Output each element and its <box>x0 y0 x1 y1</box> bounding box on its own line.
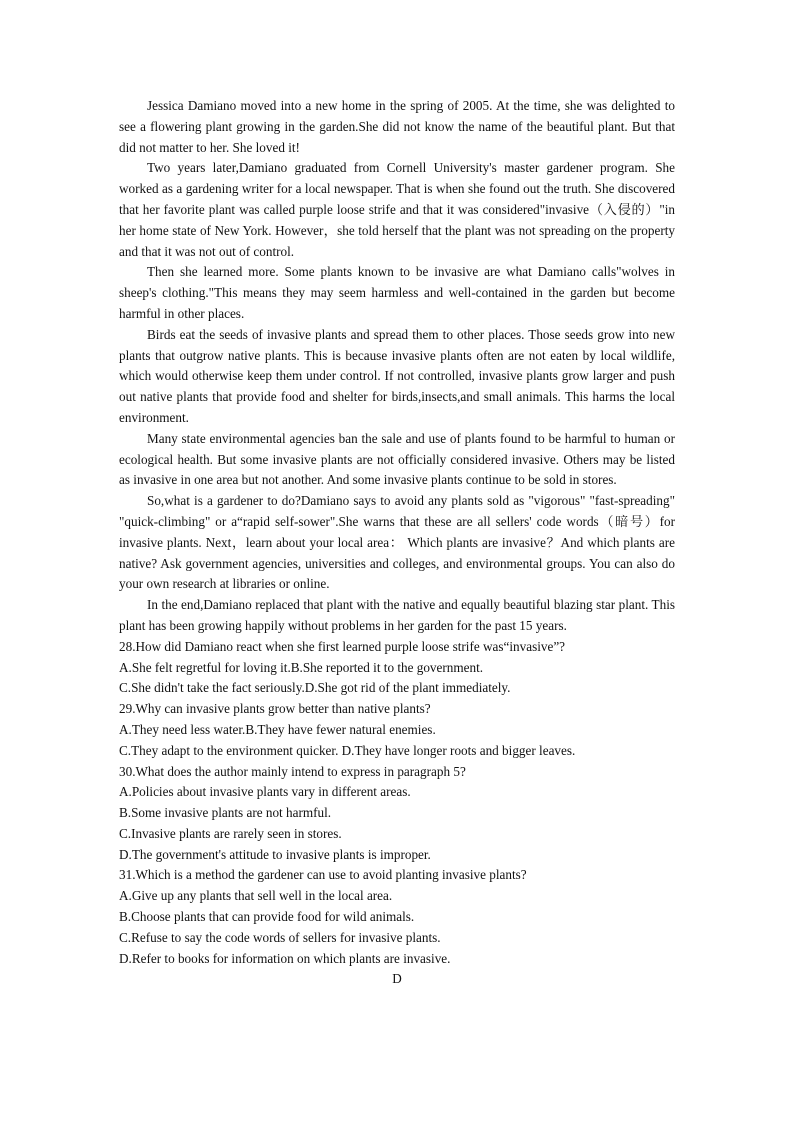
answer-option-line: A.They need less water.B.They have fewer natural enemies. <box>119 721 436 737</box>
question-31 <box>119 865 675 969</box>
passage <box>119 96 675 637</box>
answer-option-c: C.Invasive plants are rarely seen in stores. <box>119 825 342 841</box>
section-heading: D <box>392 971 402 987</box>
passage-paragraph-6: So,what is a gardener to do?Damiano says to avoid any plants sold as "vigorous" "fast-spreading" "quick-climbing" or a“rapid self-sower".She warns that these are all sellers' code words（暗号）for invasive plants. Next，learn about your local area： Which plants are invasive？And which plants are native? Ask government agencies, universities and colleges, and environmental groups. You can also do your own research at libraries or online. <box>119 493 675 592</box>
question-stem: 30.What does the author mainly intend to express in paragraph 5? <box>119 763 466 779</box>
question-28 <box>119 637 675 699</box>
answer-option-a: A.Policies about invasive plants vary in different areas. <box>119 784 411 800</box>
answer-option-d: D.Refer to books for information on which plants are invasive. <box>119 950 451 966</box>
document-page <box>119 96 675 990</box>
passage-paragraph-7: In the end,Damiano replaced that plant with the native and equally beautiful blazing star plant. This plant has been growing happily without problems in her garden for the past 15 years. <box>119 597 675 633</box>
answer-option-line: C.She didn't take the fact seriously.D.She got rid of the plant immediately. <box>119 680 511 696</box>
question-stem: 31.Which is a method the gardener can use to avoid planting invasive plants? <box>119 867 527 883</box>
question-29 <box>119 699 675 761</box>
passage-paragraph-5: Many state environmental agencies ban the sale and use of plants found to be harmful to human or ecological health. But some invasive plants are not officially considered invasive. Others may be listed as invasive in one area but not another. And some invasive plants continue to be sold in stores. <box>119 430 675 488</box>
passage-paragraph-3: Then she learned more. Some plants known to be invasive are what Damiano calls"wolves in sheep's clothing."This means they may seem harmless and well-contained in the garden but become harmful in other places. <box>119 264 675 321</box>
answer-option-line: A.She felt regretful for loving it.B.She reported it to the government. <box>119 659 484 675</box>
answer-option-c: C.Refuse to say the code words of sellers for invasive plants. <box>119 929 441 945</box>
answer-option-b: B.Some invasive plants are not harmful. <box>119 805 332 821</box>
question-stem: 29.Why can invasive plants grow better than native plants? <box>119 701 431 717</box>
answer-option-b: B.Choose plants that can provide food for wild animals. <box>119 909 415 925</box>
passage-paragraph-2: Two years later,Damiano graduated from Cornell University's master gardener program. She worked as a gardening writer for a local newspaper. That is when she found out the truth. She discovered that her favorite plant was called purple loose strife and that it was considered"invasive（入侵的）"in her home state of New York. However，she told herself that the plant was not spreading on the property and that it was not out of control. <box>119 160 675 259</box>
answer-option-a: A.Give up any plants that sell well in the local area. <box>119 888 393 904</box>
answer-option-line: C.They adapt to the environment quicker. D.They have longer roots and bigger leaves. <box>119 742 576 758</box>
question-stem: 28.How did Damiano react when she first learned purple loose strife was“invasive”? <box>119 638 566 654</box>
passage-paragraph-1: Jessica Damiano moved into a new home in the spring of 2005. At the time, she was delighted to see a flowering plant growing in the garden.She did not know the name of the beautiful plant. But that did not matter to her. She loved it! <box>119 98 675 155</box>
passage-paragraph-4: Birds eat the seeds of invasive plants and spread them to other places. Those seeds grow into new plants that outgrow native plants. This is because invasive plants often are not eaten by local wildlife, which would otherwise keep them under control. If not controlled, invasive plants grow larger and push out native plants that provide food and shelter for birds,insects,and small animals. This harms the local environment. <box>119 326 675 425</box>
question-30 <box>119 762 675 866</box>
answer-option-d: D.The government's attitude to invasive plants is improper. <box>119 846 431 862</box>
